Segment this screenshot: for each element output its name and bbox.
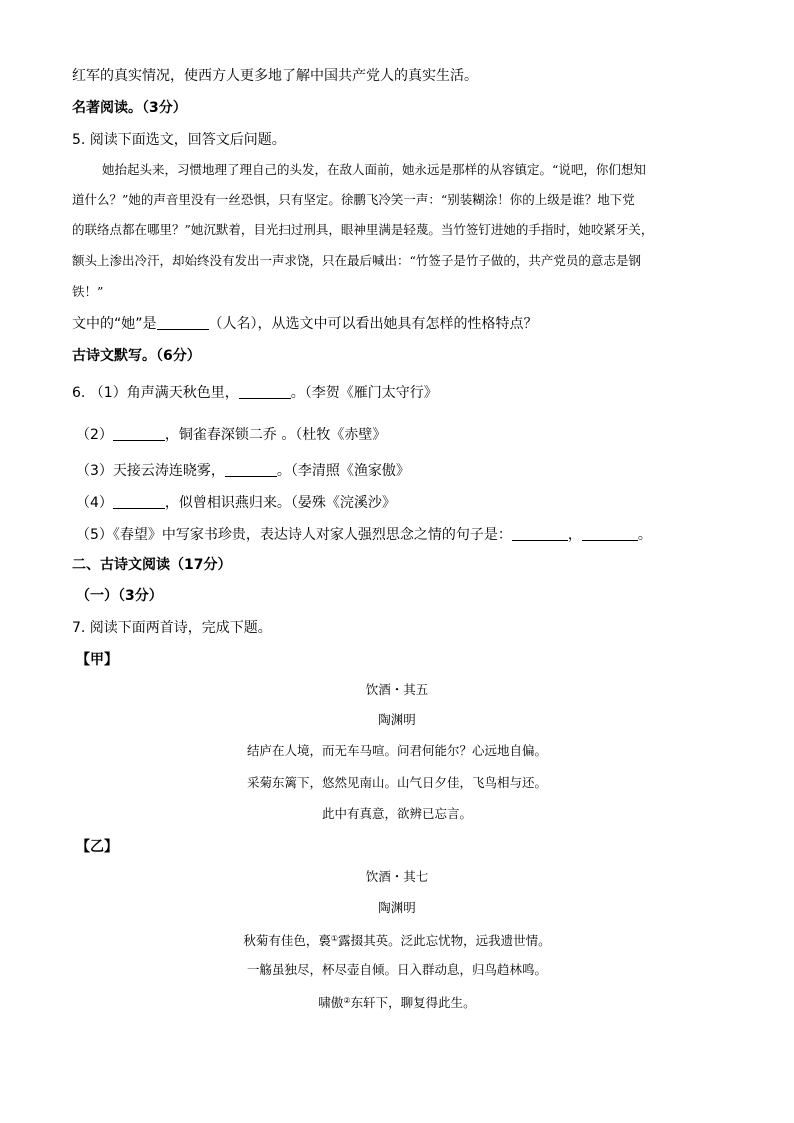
question-6-item-5 (76, 525, 652, 545)
q6-2-text-a: （2） (76, 427, 113, 443)
q6-3-text-b: 。（李清照《渔家傲》 (276, 463, 410, 479)
passage-line-5: 铁！” (72, 284, 104, 299)
subsection-heading-1: （一）（3分） (76, 588, 163, 604)
poem-2-line-3-b: 东轩下，聊复得此生。 (350, 995, 476, 1010)
question-5-text-b: （人名），从选文中可以看出她具有怎样的性格特点？ (208, 316, 538, 332)
question-6-item-2 (76, 425, 386, 445)
poem-2-line-1 (0, 930, 794, 950)
passage-line-3: 的联络点都在哪里？”她沉默着，目光扫过刑具，眼神里满是轻蔑。当竹签钉进她的手指时，她咬紧牙关， (72, 222, 654, 237)
q6-5-text-a: （5）《春望》中写家书珍贵，表达诗人对家人强烈思念之情的句子是： (76, 527, 512, 543)
section-heading-classical-reading: 二、古诗文阅读（17分） (72, 557, 232, 573)
poem-1-line-1: 结庐在人境，而无车马喧。问君何能尔？心远地自偏。 (246, 743, 547, 758)
passage-line-2: 道什么？”她的声音里没有一丝恐惧，只有坚定。徐鹏飞冷笑一声：“别装糊涂！你的上级是谁？地下党 (72, 192, 635, 207)
poem-label-yi: 【乙】 (76, 839, 118, 855)
answer-blank-6-5b[interactable] (582, 526, 638, 541)
question-5-text-a: 文中的“她”是 (72, 316, 157, 332)
q6-1-text-a: 6. （1）角声满天秋色里， (72, 385, 239, 401)
q6-3-text-a: （3）天接云涛连晓雾， (76, 463, 225, 479)
q6-4-text-b: ，似曾相识燕归来。（晏殊《浣溪沙》 (164, 495, 396, 511)
section-heading-poetry-dictation: 古诗文默写。（6分） (72, 348, 201, 364)
poem-2-title: 饮酒・其七 (365, 869, 429, 884)
poem-1-line-2: 采菊东篱下，悠然见南山。山气日夕佳，飞鸟相与还。 (246, 775, 547, 790)
q6-5-text-c: 。 (637, 527, 652, 543)
answer-blank-6-1[interactable] (239, 384, 291, 399)
poem-2-line-2: 一觞虽独尽，杯尽壶自倾。日入群动息，归鸟趋林鸣。 (246, 962, 547, 977)
answer-blank-6-5a[interactable] (512, 526, 568, 541)
poem-2-line-3-a: 啸傲 (318, 995, 344, 1010)
footnote-marker-2: ② (343, 996, 351, 1005)
answer-blank-6-4[interactable] (113, 494, 165, 509)
continued-text: 红军的真实情况，使西方人更多地了解中国共产党人的真实生活。 (72, 68, 478, 84)
answer-blank-6-3[interactable] (225, 462, 277, 477)
passage-line-1: 她抬起头来，习惯地理了理自己的头发，在敌人面前，她永远是那样的从容镇定。“说吧，你们想知 (102, 162, 646, 177)
poem-1-title: 饮酒・其五 (365, 682, 429, 697)
q6-4-text-a: （4） (76, 495, 113, 511)
poem-label-jia: 【甲】 (76, 652, 118, 668)
q6-1-text-b: 。（李贺《雁门太守行》 (290, 385, 438, 401)
footnote-marker-1: ① (330, 934, 339, 943)
poem-1-author: 陶渊明 (378, 712, 416, 727)
q6-5-text-b: ， (567, 527, 582, 543)
poem-2-line-1-a: 秋菊有佳色，裛 (243, 933, 331, 948)
question-6-item-3 (76, 461, 410, 481)
poem-2-line-1-b: 露掇其英。泛此忘忧物，远我遗世情。 (338, 933, 551, 948)
question-5-subquestion (72, 314, 538, 334)
answer-blank-name[interactable] (157, 315, 209, 330)
q6-2-text-b: ，铜雀春深锁二乔 。（杜牧《赤壁》 (164, 427, 387, 443)
question-5-prompt: 5. 阅读下面选文，回答文后问题。 (72, 132, 286, 148)
poem-2-author: 陶渊明 (378, 900, 416, 915)
section-heading-classics-reading: 名著阅读。（3分） (72, 100, 187, 116)
question-6-item-4 (76, 493, 396, 513)
poem-2-line-3 (0, 992, 794, 1012)
question-6-item-1 (72, 383, 438, 403)
passage-line-4: 额头上渗出冷汗，却始终没有发出一声求饶，只在最后喊出：“竹签子是竹子做的，共产党员的意志是钢 (72, 253, 641, 268)
poem-1-line-3: 此中有真意，欲辨已忘言。 (321, 806, 472, 821)
question-7-prompt: 7. 阅读下面两首诗，完成下题。 (72, 620, 272, 636)
answer-blank-6-2[interactable] (113, 426, 165, 441)
